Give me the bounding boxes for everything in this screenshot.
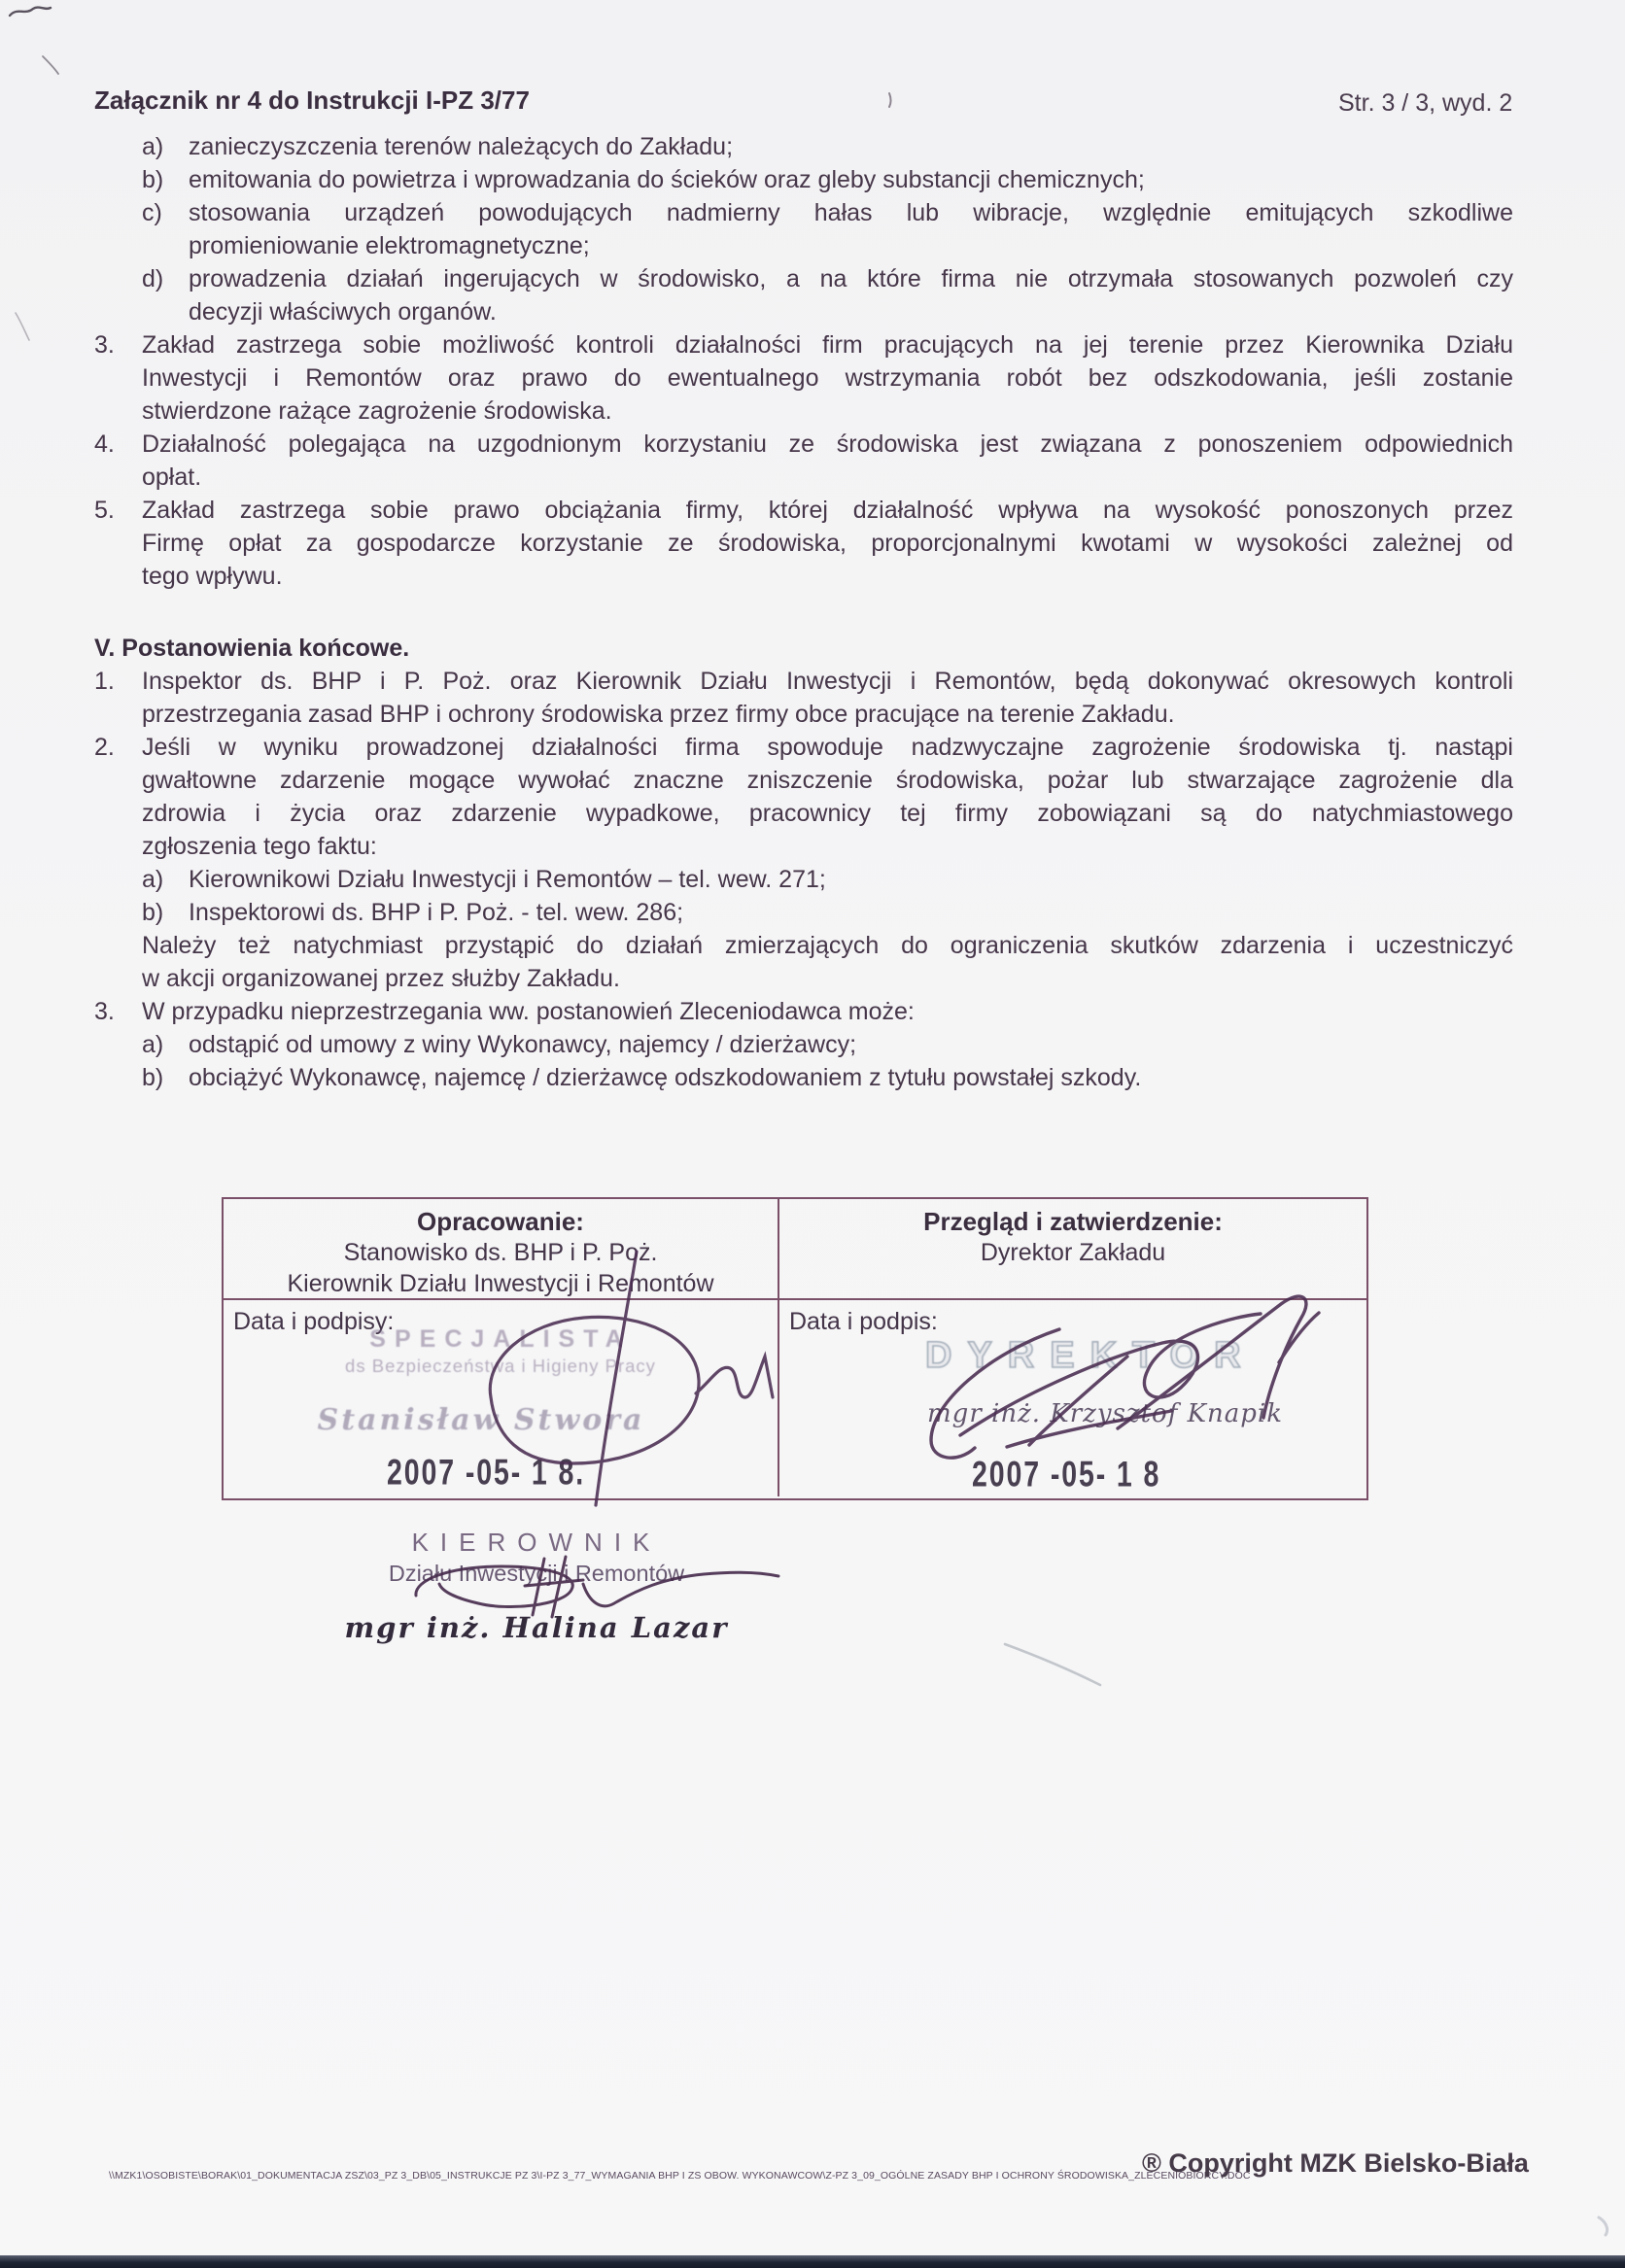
text-line: W przypadku nieprzestrzegania ww. postanowień Zleceniodawca może: [142,998,915,1025]
sub-item-a [94,863,1513,896]
signer-name-lazar: mgr inż. Halina Lazar [344,1611,729,1644]
signer-name-knapik: mgr inż. Krzysztof Knapik [927,1399,1283,1428]
text-line: Inspektorowi ds. BHP i P. Poż. - tel. wew. 286; [189,899,684,926]
final-item-1 [94,665,1513,731]
text-line: Należy też natychmiast przystąpić do działań zmierzających do ograniczenia skutków zdarzenia i uczestniczyć [142,932,1513,959]
sub-item-b [94,896,1513,929]
text-line: Jeśli w wyniku prowadzonej działalności firma spowoduje nadzwyczajne zagrożenie środowiska tj. nastąpi [142,734,1513,761]
date-stamp-right: 2007 -05- 1 8 [972,1456,1161,1495]
text-line: zdrowia i życia oraz zdarzenie wypadkowe, pracownicy tej firmy zobowiązani są do natychmiastowego [142,800,1513,827]
list-marker: 1. [94,668,115,695]
list-marker: a) [142,133,164,160]
text-line: stosowania urządzeń powodujących nadmierny hałas lub wibracje, względnie emitujących szkodliwe [189,199,1513,226]
text-line: stwierdzone rażące zagrożenie środowiska. [142,397,612,425]
text-line: prowadzenia działań ingerujących w środowisko, a na które firma nie otrzymała stosowanych pozwoleń czy [189,265,1513,292]
list-marker: 4. [94,430,115,458]
table-header-row [224,1199,1366,1300]
text-line: Kierownikowi Działu Inwestycji i Remontów – tel. wew. 271; [189,866,826,893]
cell-subtitle: Kierownik Działu Inwestycji i Remontów [287,1270,714,1297]
sub-item-b2 [94,1061,1513,1094]
cell-title: Przegląd i zatwierdzenie: [923,1207,1223,1236]
list-item-d [94,262,1513,328]
text-line: tego wpływu. [142,563,283,590]
final-item-2 [94,731,1513,863]
text-line: Działalność polegająca na uzgodnionym korzystaniu ze środowiska jest związana z ponoszeniem odpowiednich [142,430,1513,458]
table-cell-przeglad [778,1199,1366,1298]
list-marker: 2. [94,734,115,761]
list-marker: a) [142,1031,164,1058]
text-line: odstąpić od umowy z winy Wykonawcy, najemcy / dzierżawcy; [189,1031,857,1058]
stamp-text: Działu Inwestycji i Remontów [388,1561,685,1586]
list-marker: d) [142,265,164,292]
stamp-text: ds Bezpieczeństwa i Higieny Pracy [345,1356,656,1376]
page-number: Str. 3 / 3, wyd. 2 [1338,89,1513,117]
signature-cell-left [224,1300,778,1496]
list-marker: 3. [94,331,115,359]
list-marker: 5. [94,497,115,524]
stamp-text: SPECJALISTA [369,1325,632,1353]
list-item-c [94,196,1513,262]
list-marker: b) [142,899,164,926]
list-item-b [94,163,1513,196]
scan-edge [0,2255,1625,2268]
stamp-dyrektor: DYREKTOR [925,1335,1257,1376]
stamp-specjalista [282,1325,719,1377]
list-item-a [94,130,1513,163]
numbered-item-5 [94,494,1513,593]
table-signature-row [224,1300,1366,1496]
cell-subtitle: Dyrektor Zakładu [980,1239,1166,1266]
numbered-item-4 [94,428,1513,494]
list-marker: c) [142,199,162,226]
copyright-notice: ® Copyright MZK Bielsko-Biała [1142,2148,1529,2178]
date-signatures-label: Data i podpisy: [233,1308,395,1335]
text-line: zanieczyszczenia terenów należących do Zakładu; [189,133,734,160]
text-line: w akcji organizowanej przez służby Zakładu. [142,965,620,992]
text-line: Inwestycji i Remontów oraz prawo do ewentualnego wstrzymania robót bez odszkodowania, jeśli zostanie [142,364,1513,392]
date-stamp-left: 2007 -05- 1 8. [387,1454,586,1494]
document-body [94,130,1513,1094]
table-cell-opracowanie [224,1199,778,1298]
text-line: Zakład zastrzega sobie prawo obciążania firmy, której działalność wpływa na wysokość ponoszonych przez [142,497,1513,524]
note-paragraph [142,929,1513,995]
text-line: opłat. [142,464,202,491]
cell-title: Opracowanie: [417,1207,584,1236]
stamp-kierownik [342,1528,731,1644]
stamp-text: KIEROWNIK [411,1528,662,1557]
cell-subtitle: Stanowisko ds. BHP i P. Poż. [343,1239,658,1266]
text-line: decyzji właściwych organów. [189,298,497,326]
final-item-3 [94,995,1513,1028]
stamp-name-stwora: Stanisław Stwora [317,1403,645,1437]
file-path: \\MZK1\OSOBISTE\BORAK\01_DOKUMENTACJA ZSZ\03_PZ 3_DB\05_INSTRUKCJE PZ 3\I-PZ 3_77_WYMAGANIA BHP I ZS OBOW. WYKONAWCOW\Z-PZ 3_09_OGÓLNE ZASADY BHP I OCHRONY ŚRODOWISKA_ZLECENIOBIORCY.DOC [109,2170,1251,2182]
text-line: emitowania do powietrza i wprowadzania do ścieków oraz gleby substancji chemicznych; [189,166,1145,193]
section-heading: V. Postanowienia końcowe. [94,635,410,662]
signature-cell-right [778,1300,1366,1496]
numbered-item-3 [94,328,1513,428]
text-line: Firmę opłat za gospodarcze korzystanie ze środowiska, proporcjonalnymi kwotami w wysokości zależnej od [142,530,1513,557]
document-header-title: Załącznik nr 4 do Instrukcji I-PZ 3/77 [94,86,530,115]
text-line: gwałtowne zdarzenie mogące wywołać znaczne zniszczenie środowiska, pożar lub stwarzające zagrożenie dla [142,767,1513,794]
approval-table [222,1197,1368,1500]
date-signature-label: Data i podpis: [789,1308,938,1335]
list-marker: b) [142,1064,164,1091]
text-line: przestrzegania zasad BHP i ochrony środowiska przez firmy obce pracujące na terenie Zakładu. [142,701,1175,728]
text-line: obciążyć Wykonawcę, najemcę / dzierżawcę odszkodowaniem z tytułu powstałej szkody. [189,1064,1142,1091]
text-line: promieniowanie elektromagnetyczne; [189,232,590,259]
text-line: zgłoszenia tego faktu: [142,833,377,860]
sub-item-a2 [94,1028,1513,1061]
list-marker: a) [142,866,164,893]
text-line: Inspektor ds. BHP i P. Poż. oraz Kierownik Działu Inwestycji i Remontów, będą dokonywać okresowych kontroli [142,668,1513,695]
text-line: Zakład zastrzega sobie możliwość kontroli działalności firm pracujących na jej terenie przez Kierownika Działu [142,331,1513,359]
list-marker: b) [142,166,164,193]
list-marker: 3. [94,998,115,1025]
